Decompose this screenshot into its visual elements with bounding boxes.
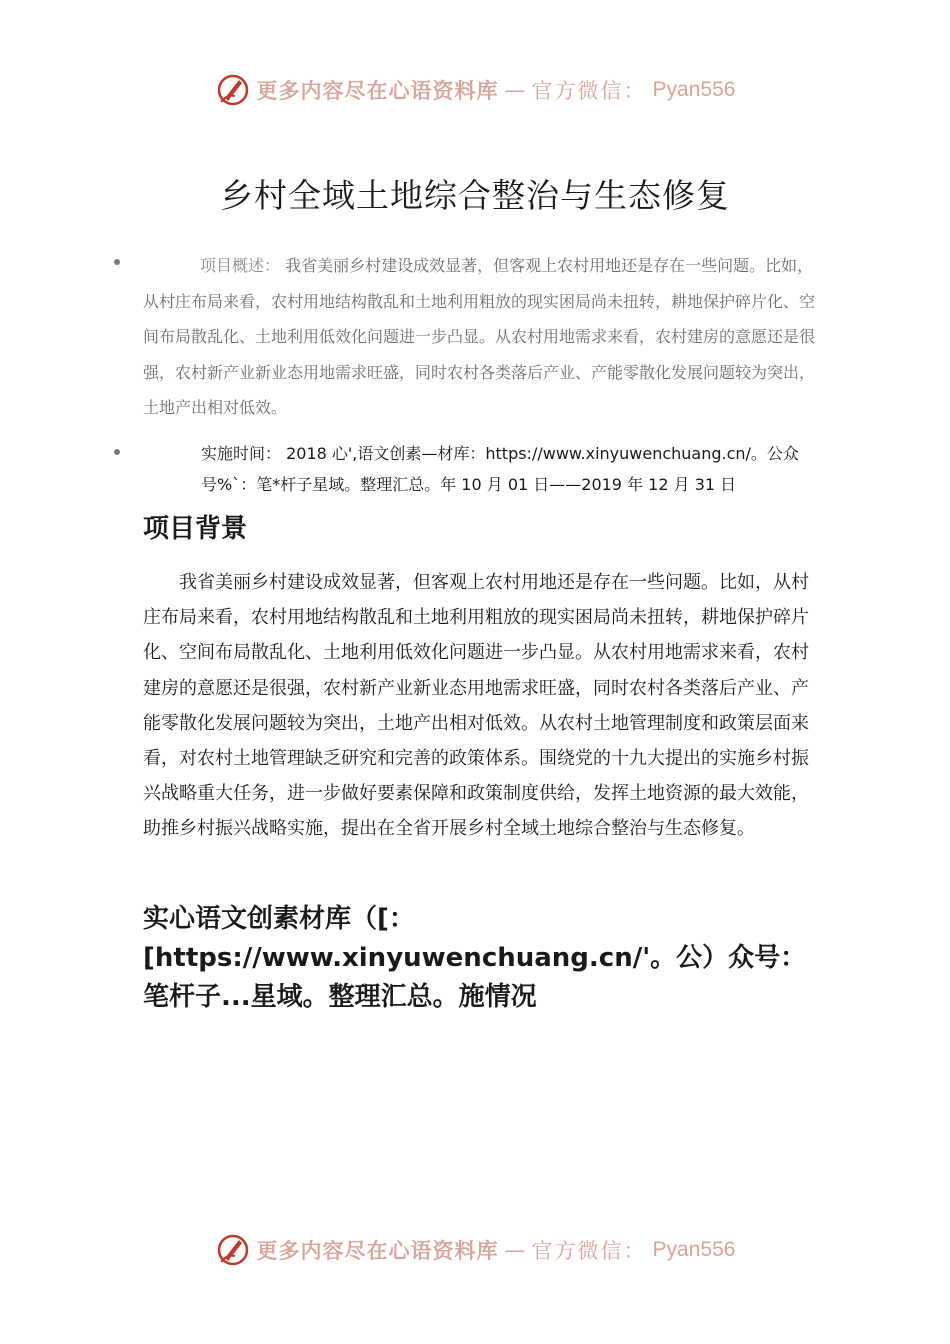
watermark-text: 更多内容尽在心语资料库 [256, 78, 499, 103]
quill-pen-seal-icon [215, 1232, 251, 1268]
bullet-icon [114, 259, 120, 265]
quill-pen-seal-icon [215, 72, 251, 108]
watermark-text: 更多内容尽在心语资料库 [256, 1238, 499, 1263]
footer-watermark [0, 1232, 950, 1268]
bullet-icon [114, 449, 120, 455]
watermark-wechat-label: 官方微信： [531, 1239, 647, 1263]
implementation-time: 实施时间： 2018 心',语文创素—材库：https://www.xinyuwenchuang.cn/。公众号%`：笔*杆子星域。整理汇总。年 10 月 01 日——2019 年 12 月 31 日 [201, 444, 799, 494]
background-paragraph: 我省美丽乡村建设成效显著，但客观上农村用地还是存在一些问题。比如，从村庄布局来看，农村用地结构散乱和土地利用粗放的现实困局尚未扭转，耕地保护碎片化、空间布局散乱化、土地利用低效化问题进一步凸显。从农村用地需求来看，农村建房的意愿还是很强，农村新产业新业态用地需求旺盛，同时农村各类落后产业、产能零散化发展问题较为突出，土地产出相对低效。从农村土地管理制度和政策层面来看，对农村土地管理缺乏研究和完善的政策体系。围绕党的十九大提出的实施乡村振兴战略重大任务，进一步做好要素保障和政策制度供给，发挥土地资源的最大效能，助推乡村振兴战略实施，提出在全省开展乡村全域土地综合整治与生态修复。 [143, 572, 809, 840]
watermark-wechat-id: Pyan556 [652, 1238, 736, 1261]
overview-paragraph [143, 248, 815, 426]
page-title: 乡村全域土地综合整治与生态修复 [220, 176, 730, 215]
overview-text: 我省美丽乡村建设成效显著，但客观上农村用地还是存在一些问题。比如，从村庄布局来看，农村用地结构散乱和土地利用粗放的现实困局尚未扭转，耕地保护碎片化、空间布局散乱化、土地利用低效化问题进一步凸显。从农村用地需求来看，农村建房的意愿还是很强，农村新产业新业态用地需求旺盛，同时农村各类落后产业、产能零散化发展问题较为突出，土地产出相对低效。 [143, 256, 816, 417]
watermark-separator: — [504, 1238, 526, 1262]
section-heading-implementation: 实心语文创素材库（[：[https://www.xinyuwenchuang.cn/'。公）众号：笔杆子...星域。整理汇总。施情况 [143, 904, 807, 1012]
watermark-wechat-label: 官方微信： [531, 79, 647, 103]
section-heading-background: 项目背景 [143, 514, 248, 544]
watermark-wechat-id: Pyan556 [652, 78, 736, 101]
header-watermark [0, 72, 950, 108]
watermark-separator: — [504, 78, 526, 102]
overview-label: 项目概述： [200, 256, 281, 275]
